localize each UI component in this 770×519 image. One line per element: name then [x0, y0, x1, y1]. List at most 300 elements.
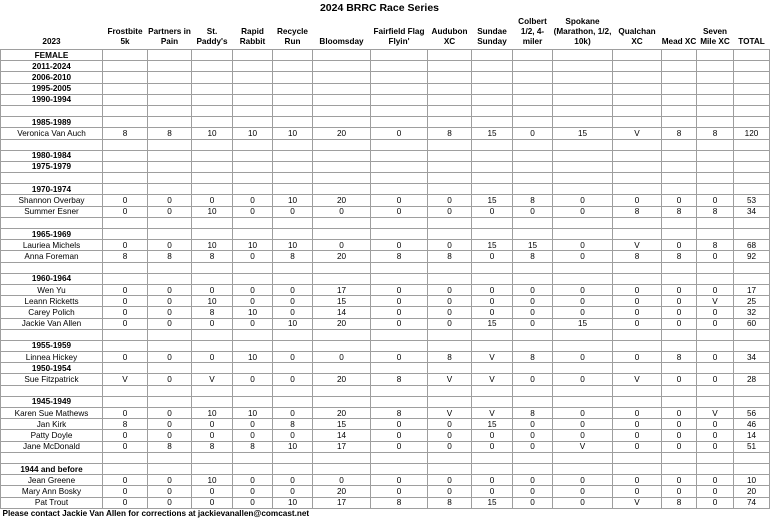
score-cell: 0	[233, 318, 273, 329]
empty-cell	[613, 184, 662, 195]
empty-cell	[192, 50, 233, 61]
empty-cell	[233, 385, 273, 396]
score-cell: 0	[273, 284, 313, 295]
empty-cell	[273, 452, 313, 463]
empty-cell	[472, 173, 513, 184]
empty-cell	[148, 273, 192, 284]
empty-cell	[103, 363, 148, 374]
score-cell: 0	[103, 240, 148, 251]
empty-cell	[513, 117, 553, 128]
empty-cell	[613, 396, 662, 407]
empty-cell	[662, 61, 697, 72]
score-cell: 0	[148, 195, 192, 206]
empty-cell	[313, 161, 371, 172]
empty-cell	[697, 217, 734, 228]
score-cell: 8	[613, 206, 662, 217]
score-cell: 0	[472, 284, 513, 295]
score-cell: 0	[428, 206, 472, 217]
empty-cell	[553, 396, 613, 407]
empty-cell	[313, 94, 371, 105]
runner-name: Jane McDonald	[1, 441, 103, 452]
total-cell: 17	[734, 284, 770, 295]
score-cell: V	[613, 374, 662, 385]
score-cell: 8	[233, 441, 273, 452]
score-cell: 0	[192, 318, 233, 329]
score-cell: 8	[697, 128, 734, 139]
section-label: 1945-1949	[1, 396, 103, 407]
score-cell: 0	[513, 374, 553, 385]
section-label: 2006-2010	[1, 72, 103, 83]
score-cell: 8	[192, 441, 233, 452]
empty-cell	[513, 262, 553, 273]
total-cell: 34	[734, 352, 770, 363]
total-cell: 25	[734, 296, 770, 307]
empty-cell	[613, 94, 662, 105]
year-header: 2023	[1, 17, 103, 50]
empty-cell	[662, 184, 697, 195]
empty-cell	[472, 50, 513, 61]
score-cell: 20	[313, 374, 371, 385]
score-cell: 0	[697, 284, 734, 295]
section-label: 1985-1989	[1, 117, 103, 128]
empty-cell	[553, 117, 613, 128]
total-cell: 28	[734, 374, 770, 385]
score-cell: 10	[192, 408, 233, 419]
empty-cell	[734, 150, 770, 161]
score-cell: 0	[313, 352, 371, 363]
empty-cell	[313, 139, 371, 150]
empty-cell	[513, 340, 553, 351]
empty-cell	[472, 150, 513, 161]
score-cell: 8	[192, 307, 233, 318]
empty-cell	[371, 161, 428, 172]
score-cell: 15	[472, 240, 513, 251]
spacer-row	[1, 262, 770, 273]
total-cell: 53	[734, 195, 770, 206]
empty-cell	[613, 262, 662, 273]
race-header: Fairfield Flag Flyin'	[371, 17, 428, 50]
race-header: Qualchan XC	[613, 17, 662, 50]
empty-cell	[428, 161, 472, 172]
score-cell: 0	[697, 441, 734, 452]
empty-cell	[513, 61, 553, 72]
section-row	[1, 50, 770, 61]
empty-cell	[472, 385, 513, 396]
score-cell: 8	[697, 240, 734, 251]
score-cell: V	[472, 352, 513, 363]
empty-cell	[472, 184, 513, 195]
section-row	[1, 229, 770, 240]
score-cell: 0	[697, 352, 734, 363]
score-cell: 0	[662, 284, 697, 295]
runner-name: Pat Trout	[1, 497, 103, 508]
empty-cell	[553, 72, 613, 83]
empty-cell	[103, 72, 148, 83]
empty-cell	[662, 139, 697, 150]
empty-cell	[428, 262, 472, 273]
empty-cell	[1, 139, 103, 150]
empty-cell	[148, 94, 192, 105]
score-cell: 10	[233, 240, 273, 251]
empty-cell	[662, 463, 697, 474]
empty-cell	[513, 329, 553, 340]
empty-cell	[148, 117, 192, 128]
score-cell: 0	[613, 408, 662, 419]
section-label: 1975-1979	[1, 161, 103, 172]
empty-cell	[697, 161, 734, 172]
section-label: 1955-1959	[1, 340, 103, 351]
empty-cell	[472, 273, 513, 284]
empty-cell	[192, 340, 233, 351]
empty-cell	[553, 50, 613, 61]
empty-cell	[103, 262, 148, 273]
results-table	[0, 17, 770, 519]
score-cell: 0	[371, 352, 428, 363]
runner-name: Lauriea Michels	[1, 240, 103, 251]
empty-cell	[734, 173, 770, 184]
empty-cell	[1, 385, 103, 396]
score-cell: 0	[513, 307, 553, 318]
race-header: Partners in Pain	[148, 17, 192, 50]
empty-cell	[371, 363, 428, 374]
empty-cell	[513, 161, 553, 172]
section-row	[1, 72, 770, 83]
empty-cell	[233, 184, 273, 195]
section-label: FEMALE	[1, 50, 103, 61]
score-cell: 0	[233, 284, 273, 295]
score-cell: 0	[513, 419, 553, 430]
empty-cell	[697, 72, 734, 83]
empty-cell	[553, 94, 613, 105]
empty-cell	[662, 150, 697, 161]
empty-cell	[273, 83, 313, 94]
empty-cell	[472, 329, 513, 340]
runner-name: Jackie Van Allen	[1, 318, 103, 329]
score-cell: 8	[662, 497, 697, 508]
score-cell: 8	[371, 408, 428, 419]
score-cell: 0	[613, 441, 662, 452]
score-cell: 0	[472, 430, 513, 441]
empty-cell	[613, 173, 662, 184]
empty-cell	[1, 105, 103, 116]
empty-cell	[553, 262, 613, 273]
score-cell: 0	[553, 475, 613, 486]
score-cell: 0	[371, 419, 428, 430]
section-label: 1960-1964	[1, 273, 103, 284]
score-cell: 0	[662, 486, 697, 497]
empty-cell	[513, 217, 553, 228]
score-cell: 0	[148, 206, 192, 217]
spacer-row	[1, 217, 770, 228]
score-cell: 0	[697, 486, 734, 497]
score-cell: 0	[662, 441, 697, 452]
score-cell: 0	[613, 296, 662, 307]
empty-cell	[371, 217, 428, 228]
empty-cell	[697, 94, 734, 105]
empty-cell	[233, 161, 273, 172]
score-cell: 0	[613, 352, 662, 363]
empty-cell	[472, 463, 513, 474]
empty-cell	[734, 94, 770, 105]
score-cell: V	[472, 408, 513, 419]
empty-cell	[148, 83, 192, 94]
empty-cell	[233, 229, 273, 240]
runner-row	[1, 374, 770, 385]
score-cell: 8	[428, 128, 472, 139]
score-cell: 0	[613, 284, 662, 295]
page-title: 2024 BRRC Race Series	[319, 2, 440, 14]
score-cell: 0	[273, 296, 313, 307]
empty-cell	[192, 61, 233, 72]
empty-cell	[148, 463, 192, 474]
empty-cell	[553, 184, 613, 195]
score-cell: 8	[513, 251, 553, 262]
score-cell: 8	[192, 251, 233, 262]
empty-cell	[697, 463, 734, 474]
empty-cell	[734, 396, 770, 407]
empty-cell	[613, 139, 662, 150]
empty-cell	[103, 273, 148, 284]
spacer-row	[1, 329, 770, 340]
score-cell: 0	[313, 206, 371, 217]
empty-cell	[233, 396, 273, 407]
empty-cell	[233, 452, 273, 463]
empty-cell	[273, 273, 313, 284]
empty-cell	[662, 229, 697, 240]
score-cell: 0	[103, 475, 148, 486]
score-cell: 0	[192, 497, 233, 508]
empty-cell	[192, 385, 233, 396]
empty-cell	[148, 61, 192, 72]
empty-cell	[428, 139, 472, 150]
empty-cell	[313, 184, 371, 195]
race-header: Recycle Run	[273, 17, 313, 50]
score-cell: 0	[428, 307, 472, 318]
empty-cell	[273, 50, 313, 61]
empty-cell	[553, 217, 613, 228]
score-cell: 0	[148, 408, 192, 419]
empty-cell	[697, 139, 734, 150]
score-cell: 0	[313, 475, 371, 486]
empty-cell	[1, 173, 103, 184]
score-cell: 15	[513, 240, 553, 251]
empty-cell	[553, 161, 613, 172]
runner-row	[1, 497, 770, 508]
empty-cell	[613, 161, 662, 172]
empty-cell	[428, 94, 472, 105]
empty-cell	[233, 463, 273, 474]
empty-cell	[428, 105, 472, 116]
empty-cell	[428, 329, 472, 340]
empty-cell	[513, 94, 553, 105]
total-cell: 60	[734, 318, 770, 329]
empty-cell	[371, 150, 428, 161]
empty-cell	[192, 150, 233, 161]
empty-cell	[662, 363, 697, 374]
empty-cell	[428, 363, 472, 374]
race-header: Mead XC	[662, 17, 697, 50]
score-cell: 0	[513, 318, 553, 329]
empty-cell	[103, 452, 148, 463]
score-cell: V	[613, 240, 662, 251]
empty-cell	[734, 161, 770, 172]
score-cell: 0	[233, 251, 273, 262]
empty-cell	[662, 161, 697, 172]
empty-cell	[192, 72, 233, 83]
empty-cell	[428, 463, 472, 474]
empty-cell	[103, 340, 148, 351]
empty-cell	[734, 262, 770, 273]
empty-cell	[513, 139, 553, 150]
empty-cell	[233, 173, 273, 184]
empty-cell	[513, 229, 553, 240]
runner-row	[1, 307, 770, 318]
score-cell: 0	[613, 318, 662, 329]
race-header: Spokane (Marathon, 1/2, 10k)	[553, 17, 613, 50]
total-header: TOTAL	[734, 17, 770, 50]
empty-cell	[472, 72, 513, 83]
score-cell: 0	[192, 419, 233, 430]
empty-cell	[103, 396, 148, 407]
empty-cell	[734, 340, 770, 351]
empty-cell	[428, 72, 472, 83]
empty-cell	[697, 262, 734, 273]
score-cell: 0	[697, 497, 734, 508]
empty-cell	[233, 117, 273, 128]
empty-cell	[233, 72, 273, 83]
empty-cell	[371, 229, 428, 240]
empty-cell	[371, 83, 428, 94]
score-cell: 0	[553, 486, 613, 497]
empty-cell	[273, 262, 313, 273]
runner-name: Veronica Van Auch	[1, 128, 103, 139]
empty-cell	[697, 184, 734, 195]
empty-cell	[233, 150, 273, 161]
empty-cell	[192, 184, 233, 195]
empty-cell	[103, 329, 148, 340]
empty-cell	[428, 50, 472, 61]
empty-cell	[697, 273, 734, 284]
empty-cell	[148, 396, 192, 407]
score-cell: 0	[233, 206, 273, 217]
runner-name: Carey Polich	[1, 307, 103, 318]
empty-cell	[233, 61, 273, 72]
empty-cell	[192, 117, 233, 128]
total-cell: 74	[734, 497, 770, 508]
score-cell: 8	[273, 419, 313, 430]
score-cell: 8	[148, 251, 192, 262]
empty-cell	[613, 385, 662, 396]
empty-cell	[734, 184, 770, 195]
empty-cell	[472, 452, 513, 463]
score-cell: 10	[192, 475, 233, 486]
empty-cell	[103, 139, 148, 150]
empty-cell	[472, 229, 513, 240]
runner-name: Shannon Overbay	[1, 195, 103, 206]
score-cell: 0	[697, 195, 734, 206]
score-cell: 10	[192, 240, 233, 251]
section-row	[1, 61, 770, 72]
score-cell: 0	[553, 206, 613, 217]
section-label: 1995-2005	[1, 83, 103, 94]
score-cell: 0	[553, 497, 613, 508]
score-cell: 0	[428, 486, 472, 497]
score-cell: 0	[428, 475, 472, 486]
score-cell: 0	[273, 352, 313, 363]
empty-cell	[662, 72, 697, 83]
empty-cell	[192, 217, 233, 228]
empty-cell	[553, 173, 613, 184]
empty-cell	[273, 61, 313, 72]
empty-cell	[371, 184, 428, 195]
empty-cell	[103, 463, 148, 474]
score-cell: 10	[273, 318, 313, 329]
score-cell: 0	[192, 430, 233, 441]
empty-cell	[613, 363, 662, 374]
score-cell: 8	[662, 352, 697, 363]
runner-row	[1, 408, 770, 419]
score-cell: 0	[233, 475, 273, 486]
score-cell: 8	[513, 408, 553, 419]
score-cell: V	[472, 374, 513, 385]
runner-row	[1, 284, 770, 295]
total-cell: 14	[734, 430, 770, 441]
score-cell: 15	[472, 419, 513, 430]
score-cell: 8	[613, 251, 662, 262]
empty-cell	[662, 105, 697, 116]
score-cell: 17	[313, 284, 371, 295]
score-cell: 10	[273, 128, 313, 139]
empty-cell	[103, 161, 148, 172]
empty-cell	[513, 184, 553, 195]
empty-cell	[553, 329, 613, 340]
race-header: Colbert 1/2, 4-miler	[513, 17, 553, 50]
empty-cell	[313, 273, 371, 284]
runner-name: Jean Greene	[1, 475, 103, 486]
empty-cell	[233, 83, 273, 94]
spacer-row	[1, 105, 770, 116]
empty-cell	[103, 229, 148, 240]
empty-cell	[313, 83, 371, 94]
empty-cell	[192, 173, 233, 184]
section-label: 2011-2024	[1, 61, 103, 72]
score-cell: 0	[148, 475, 192, 486]
section-label: 1970-1974	[1, 184, 103, 195]
score-cell: 0	[513, 486, 553, 497]
section-row	[1, 161, 770, 172]
empty-cell	[371, 94, 428, 105]
empty-cell	[428, 452, 472, 463]
score-cell: 0	[371, 475, 428, 486]
score-cell: 0	[472, 486, 513, 497]
score-cell: 0	[233, 296, 273, 307]
empty-cell	[613, 340, 662, 351]
empty-cell	[148, 50, 192, 61]
score-cell: 0	[103, 318, 148, 329]
score-cell: 0	[472, 475, 513, 486]
score-cell: 0	[103, 352, 148, 363]
empty-cell	[662, 385, 697, 396]
score-cell: 20	[313, 195, 371, 206]
score-cell: 0	[513, 441, 553, 452]
score-cell: 0	[472, 251, 513, 262]
score-cell: 15	[313, 296, 371, 307]
empty-cell	[697, 83, 734, 94]
score-cell: 0	[148, 296, 192, 307]
empty-cell	[613, 463, 662, 474]
empty-cell	[472, 340, 513, 351]
empty-cell	[192, 452, 233, 463]
